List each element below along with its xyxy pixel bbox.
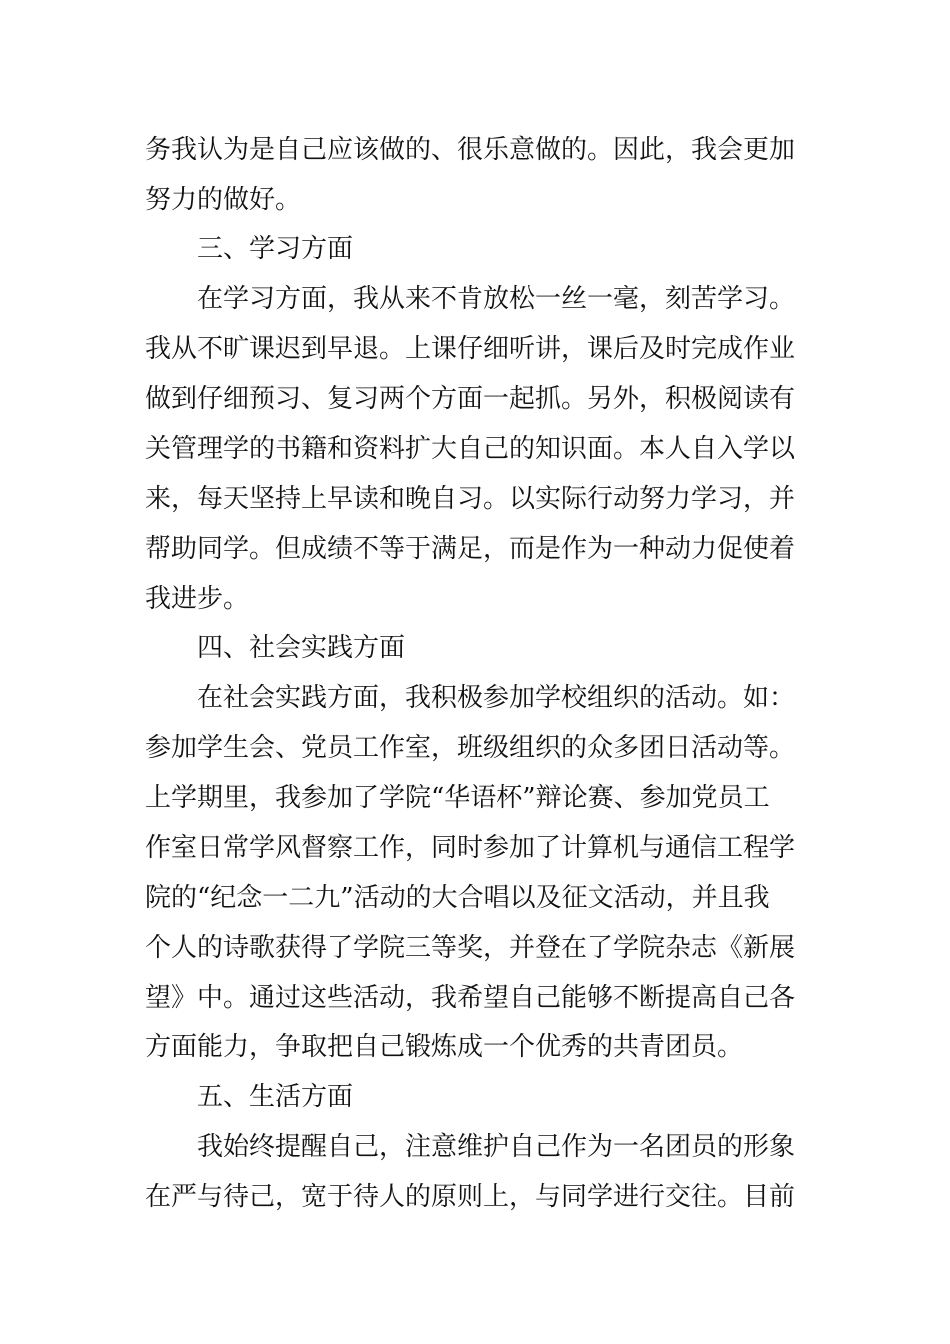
body-text-line: 方面能力，争取把自己锻炼成一个优秀的共青团员。 xyxy=(145,1032,744,1062)
section-heading-social-practice: 四、社会实践方面 xyxy=(197,633,406,663)
section-heading-study: 三、学习方面 xyxy=(197,234,354,264)
body-text-line: 望》中。通过这些活动，我希望自己能够不断提高自己各 xyxy=(145,983,796,1013)
body-text-line: 我进步。 xyxy=(145,584,250,614)
body-text-line: 院的“纪念一二九”活动的大合唱以及征文活动，并且我 xyxy=(145,883,770,913)
body-text-line: 参加学生会、党员工作室，班级组织的众多团日活动等。 xyxy=(145,733,796,763)
body-text-line: 来，每天坚持上早读和晚自习。以实际行动努力学习，并 xyxy=(145,484,796,514)
body-text-line: 我从不旷课迟到早退。上课仔细听讲，课后及时完成作业 xyxy=(145,334,796,364)
body-text-line: 上学期里，我参加了学院“华语杯”辩论赛、参加党员工 xyxy=(145,783,770,813)
body-text-line: 个人的诗歌获得了学院三等奖，并登在了学院杂志《新展 xyxy=(145,933,796,963)
body-text-line: 务我认为是自己应该做的、很乐意做的。因此，我会更加 xyxy=(145,135,796,165)
body-text-line: 关管理学的书籍和资料扩大自己的知识面。本人自入学以 xyxy=(145,434,796,464)
section-heading-life: 五、生活方面 xyxy=(197,1082,354,1112)
body-text-line: 努力的做好。 xyxy=(145,185,302,215)
paragraph-first-line: 在学习方面，我从来不肯放松一丝一毫，刻苦学习。 xyxy=(197,284,796,314)
paragraph-first-line: 在社会实践方面，我积极参加学校组织的活动。如： xyxy=(197,683,796,713)
body-text-line: 帮助同学。但成绩不等于满足，而是作为一种动力促使着 xyxy=(145,534,796,564)
body-text-line: 做到仔细预习、复习两个方面一起抓。另外，积极阅读有 xyxy=(145,384,796,414)
body-text-line: 在严与待己，宽于待人的原则上，与同学进行交往。目前 xyxy=(145,1182,796,1212)
paragraph-first-line: 我始终提醒自己，注意维护自己作为一名团员的形象 xyxy=(197,1132,796,1162)
body-text-line: 作室日常学风督察工作，同时参加了计算机与通信工程学 xyxy=(145,833,796,863)
